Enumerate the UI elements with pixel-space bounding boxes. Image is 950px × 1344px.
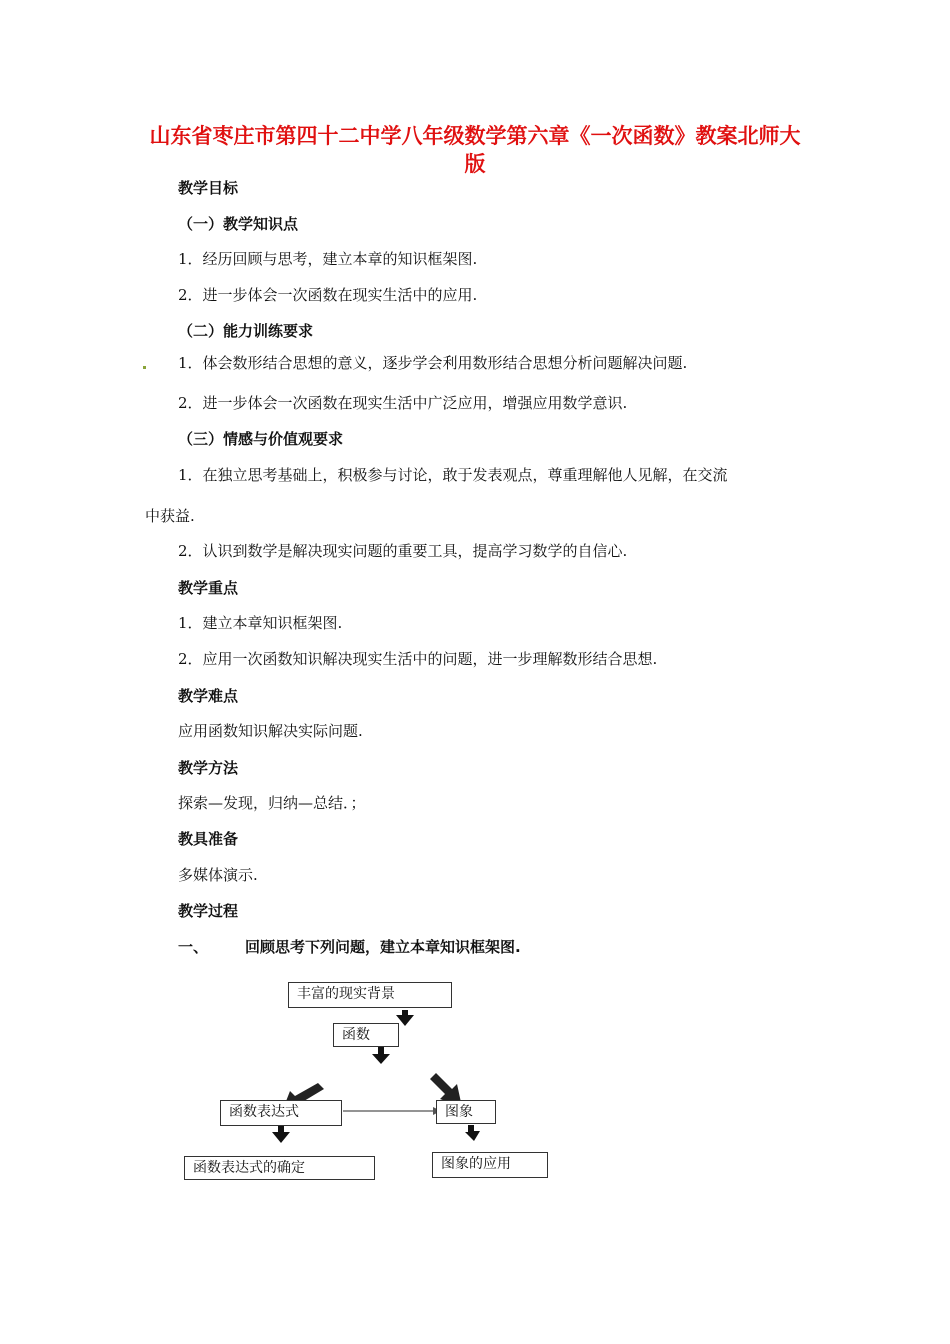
- arrow-function-to-center: [372, 1047, 390, 1064]
- knowledge-heading: （一）教学知识点: [178, 215, 299, 233]
- tools-text: 多媒体演示.: [178, 866, 258, 884]
- emotion-item-1-line-2: 中获益.: [145, 507, 195, 525]
- box-image-application: 图象的应用: [432, 1152, 548, 1178]
- box-function: 函数: [333, 1023, 399, 1047]
- box-expression-determination: 函数表达式的确定: [184, 1156, 375, 1180]
- emotion-item-2: 2．认识到数学是解决现实问题的重要工具，提高学习数学的自信心.: [178, 542, 628, 560]
- ability-heading: （二）能力训练要求: [178, 322, 314, 340]
- box-real-background: 丰富的现实背景: [288, 982, 452, 1008]
- objectives-heading: 教学目标: [178, 179, 239, 197]
- box-expression: 函数表达式: [220, 1100, 342, 1126]
- method-text: 探索—发现，归纳—总结．；: [178, 794, 366, 812]
- arrow-expression-to-determination: [272, 1125, 290, 1143]
- arrow-image-to-application: [465, 1125, 480, 1141]
- key-point-1: 1．建立本章知识框架图.: [178, 614, 343, 632]
- emotion-heading: （三）情感与价值观要求: [178, 430, 344, 448]
- knowledge-item-2: 2．进一步体会一次函数在现实生活中的应用.: [178, 286, 478, 304]
- process-step-1-number: 一、: [178, 938, 209, 956]
- process-heading: 教学过程: [178, 902, 239, 920]
- knowledge-item-1: 1．经历回顾与思考，建立本章的知识框架图.: [178, 250, 478, 268]
- box-image: 图象: [436, 1100, 496, 1124]
- tools-heading: 教具准备: [178, 830, 239, 848]
- ability-item-2: 2．进一步体会一次函数在现实生活中广泛应用，增强应用数学意识.: [178, 394, 628, 412]
- marker-dot: [143, 366, 146, 369]
- process-step-1-text: 回顾思考下列问题，建立本章知识框架图.: [245, 938, 521, 956]
- ability-item-1: 1．体会数形结合思想的意义，逐步学会利用数形结合思想分析问题解决问题.: [178, 354, 688, 372]
- knowledge-framework-diagram: [178, 975, 558, 1190]
- key-point-2: 2．应用一次函数知识解决现实生活中的问题，进一步理解数形结合思想.: [178, 650, 658, 668]
- emotion-item-1-line-1: 1．在独立思考基础上，积极参与讨论，敢于发表观点，尊重理解他人见解，在交流: [178, 466, 728, 484]
- difficulty-text: 应用函数知识解决实际问题.: [178, 722, 363, 740]
- key-points-heading: 教学重点: [178, 579, 239, 597]
- method-heading: 教学方法: [178, 759, 239, 777]
- document-title: 山东省枣庄市第四十二中学八年级数学第六章《一次函数》教案北师大版: [149, 124, 801, 176]
- difficulty-heading: 教学难点: [178, 687, 239, 705]
